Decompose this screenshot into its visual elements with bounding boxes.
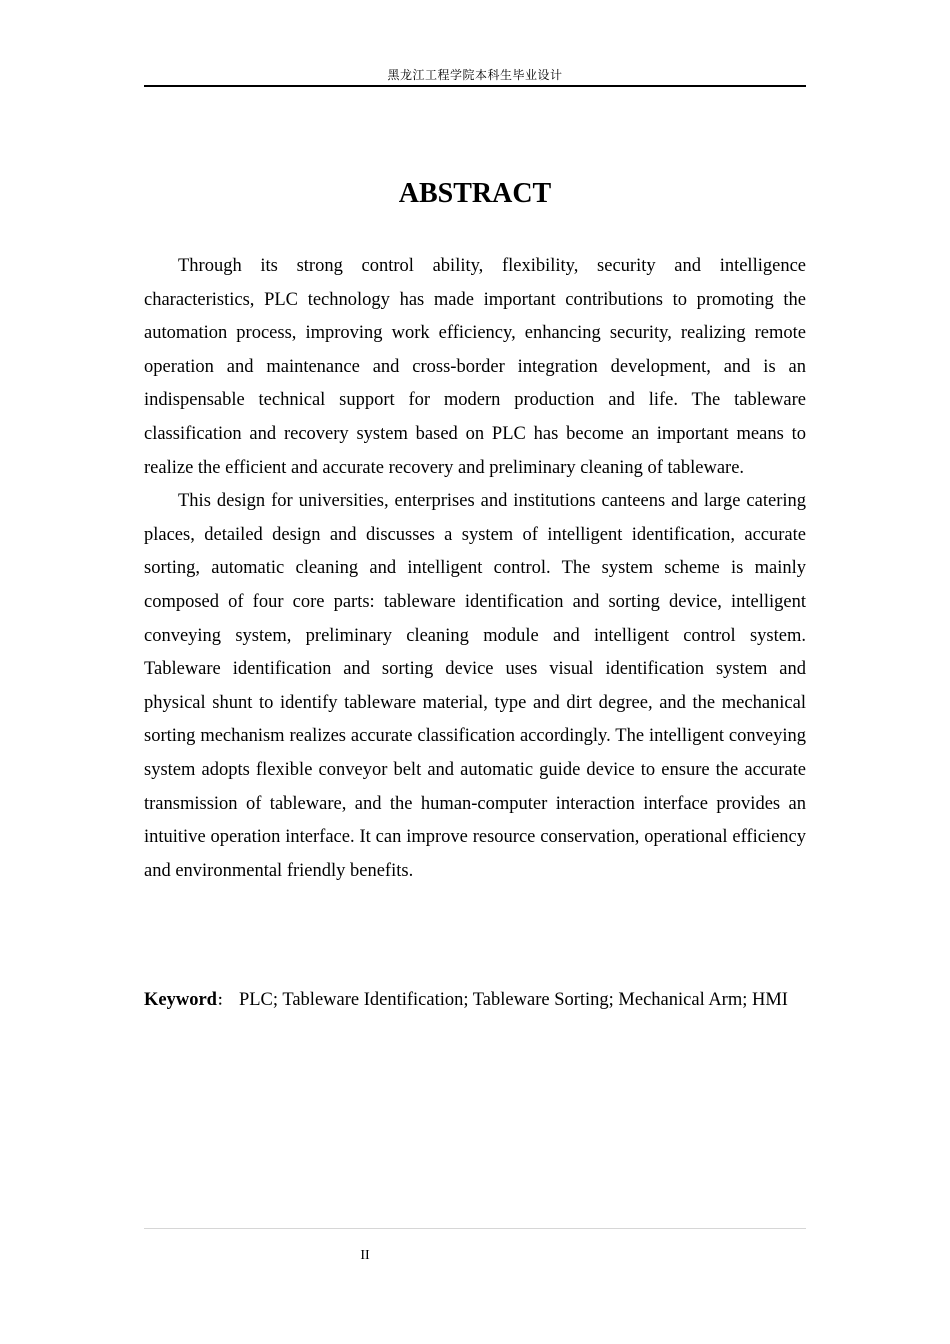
header-divider <box>144 85 806 87</box>
abstract-body <box>144 250 806 888</box>
keywords-colon: ： <box>216 993 231 1009</box>
running-header: 黑龙江工程学院本科生毕业设计 <box>387 68 563 82</box>
abstract-title: ABSTRACT <box>398 178 552 209</box>
keywords-line <box>144 984 806 1019</box>
abstract-paragraph-1: Through its strong control ability, flexibility, security and intelligence characteristics, PLC technology has made important contributions to promoting the automation process, improving work efficiency, enhancing security, realizing remote operation and maintenance and cross-border integration development, and is an indispensable technical support for modern production and life. The tableware classification and recovery system based on PLC has become an important means to realize the efficient and accurate recovery and preliminary cleaning of tableware. <box>144 256 806 478</box>
abstract-paragraph-2: This design for universities, enterprises and institutions canteens and large catering places, detailed design and discusses a system of intelligent identification, accurate sorting, automatic cleaning and intelligent control. The system scheme is mainly composed of four core parts: tableware identification and sorting device, intelligent conveying system, preliminary cleaning module and intelligent control system. Tableware identification and sorting device uses visual identification system and physical shunt to identify tableware material, type and dirt degree, and the mechanical sorting mechanism realizes accurate classification accordingly. The intelligent conveying system adopts flexible conveyor belt and automatic guide device to ensure the accurate transmission of tableware, and the human-computer interaction interface provides an intuitive operation interface. It can improve resource conservation, operational efficiency and environmental friendly benefits. <box>144 491 806 881</box>
footer-divider <box>144 1228 806 1229</box>
keywords-label: Keyword <box>144 990 217 1010</box>
keywords-text: PLC; Tableware Identification; Tableware Sorting; Mechanical Arm; HMI <box>238 990 788 1010</box>
page-number: II <box>360 1248 370 1263</box>
